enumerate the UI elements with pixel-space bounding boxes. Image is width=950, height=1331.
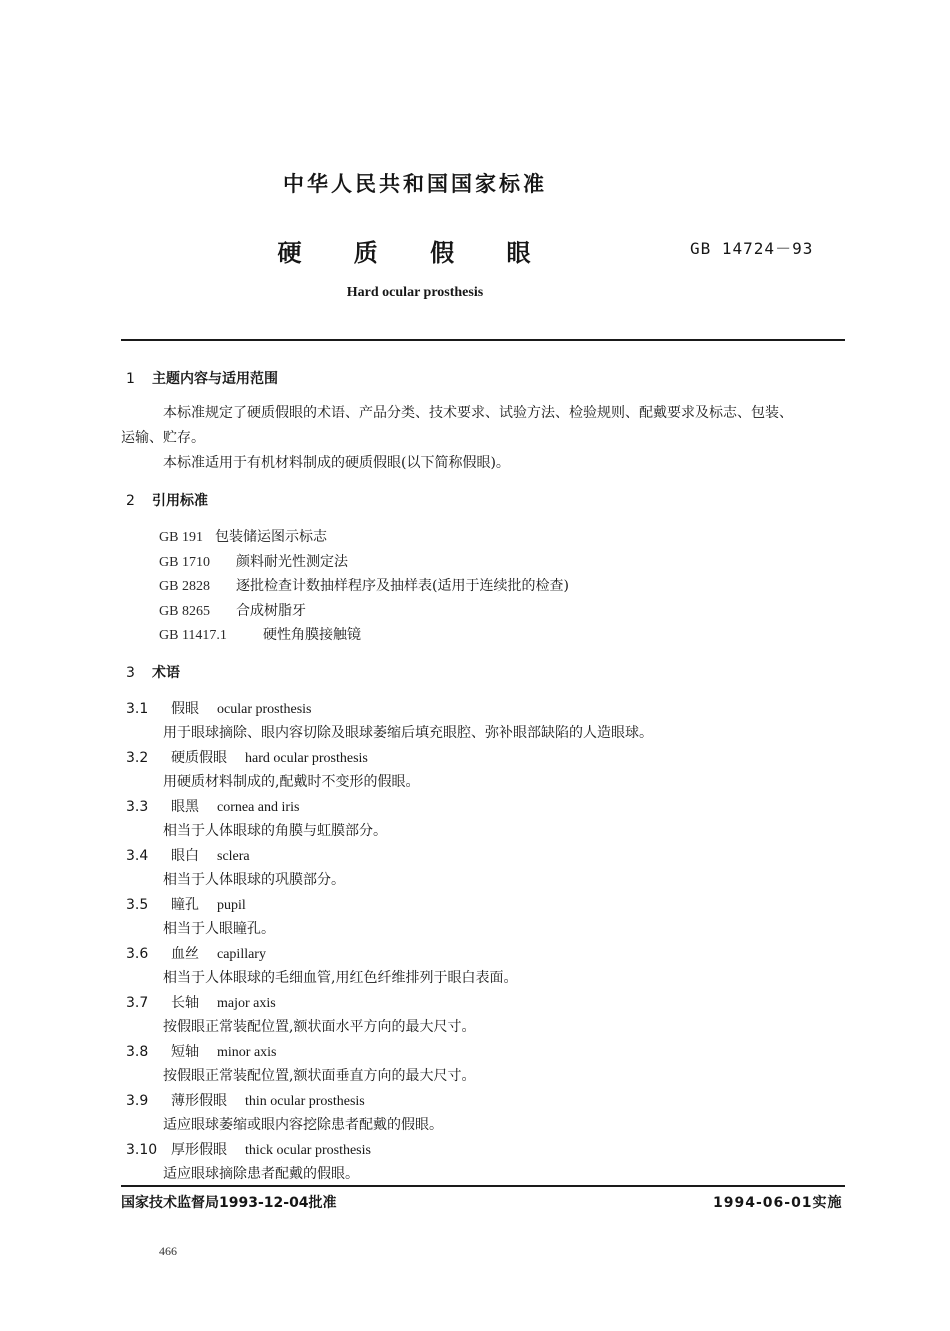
- reference-code: GB 1710: [159, 555, 210, 570]
- term-heading: [126, 796, 299, 816]
- term-number: 3.7: [126, 995, 149, 1011]
- term-definition: 按假眼正常装配位置,额状面水平方向的最大尺寸。: [163, 1019, 476, 1035]
- reference-item: [159, 526, 327, 546]
- term-heading: [126, 992, 276, 1012]
- term-en: cornea and iris: [217, 800, 300, 815]
- term-zh: 短轴: [171, 1044, 199, 1060]
- term-zh: 眼黑: [171, 799, 199, 815]
- term-heading: [126, 1090, 365, 1110]
- term-zh: 血丝: [171, 946, 199, 962]
- reference-title: 逐批检查计数抽样程序及抽样表(适用于连续批的检查): [236, 578, 569, 594]
- section-1-para-2: 本标准适用于有机材料制成的硬质假眼(以下简称假眼)。: [163, 455, 510, 471]
- section-title: 术语: [152, 665, 180, 681]
- term-number: 3.9: [126, 1093, 149, 1109]
- term-heading: [126, 845, 250, 865]
- section-number: 1: [126, 371, 135, 387]
- term-zh: 长轴: [171, 995, 199, 1011]
- section-title: 主题内容与适用范围: [152, 371, 278, 387]
- section-2-heading: [126, 490, 208, 510]
- section-1-para-1: 本标准规定了硬质假眼的术语、产品分类、技术要求、试验方法、检验规则、配戴要求及标志、包装、: [163, 405, 793, 421]
- reference-title: 合成树脂牙: [236, 603, 306, 619]
- term-en: minor axis: [217, 1045, 277, 1060]
- national-standard-title: 中华人民共和国国家标准: [283, 172, 547, 196]
- approval-note: 国家技术监督局1993-12-04批准: [121, 1195, 337, 1211]
- section-1-heading: [126, 368, 278, 388]
- reference-item: [159, 551, 348, 571]
- section-number: 3: [126, 665, 135, 681]
- term-en: capillary: [217, 947, 266, 962]
- term-definition: 相当于人眼瞳孔。: [163, 921, 275, 937]
- term-en: ocular prosthesis: [217, 702, 312, 717]
- term-heading: [126, 698, 311, 718]
- section-3-heading: [126, 662, 180, 682]
- standard-code: GB 14724－93: [690, 239, 814, 258]
- term-number: 3.8: [126, 1044, 149, 1060]
- term-en: thin ocular prosthesis: [245, 1094, 365, 1109]
- term-definition: 相当于人体眼球的毛细血管,用红色纤维排列于眼白表面。: [163, 970, 518, 986]
- standard-title: 硬 质 假 眼: [277, 239, 553, 267]
- term-number: 3.4: [126, 848, 149, 864]
- reference-title: 颜料耐光性测定法: [236, 554, 348, 570]
- term-number: 3.5: [126, 897, 149, 913]
- term-number: 3.1: [126, 701, 149, 717]
- reference-item: [159, 600, 306, 620]
- term-heading: [126, 943, 266, 963]
- term-en: sclera: [217, 849, 250, 864]
- term-heading: [126, 1041, 277, 1061]
- page-number: 466: [159, 1244, 177, 1258]
- term-definition: 相当于人体眼球的角膜与虹膜部分。: [163, 823, 387, 839]
- term-definition: 适应眼球萎缩或眼内容挖除患者配戴的假眼。: [163, 1117, 443, 1133]
- reference-code: GB 11417.1: [159, 628, 227, 643]
- term-number: 3.3: [126, 799, 149, 815]
- term-zh: 薄形假眼: [171, 1093, 227, 1109]
- bottom-divider: [121, 1185, 845, 1187]
- reference-item: [159, 624, 361, 644]
- term-definition: 适应眼球摘除患者配戴的假眼。: [163, 1166, 359, 1182]
- reference-item: [159, 575, 569, 595]
- term-heading: [126, 894, 246, 914]
- english-title: Hard ocular prosthesis: [346, 285, 484, 300]
- term-number: 3.10: [126, 1142, 158, 1158]
- top-divider: [121, 339, 845, 341]
- term-definition: 用于眼球摘除、眼内容切除及眼球萎缩后填充眼腔、弥补眼部缺陷的人造眼球。: [163, 725, 653, 741]
- term-en: thick ocular prosthesis: [245, 1143, 371, 1158]
- term-en: major axis: [217, 996, 276, 1011]
- term-definition: 按假眼正常装配位置,额状面垂直方向的最大尺寸。: [163, 1068, 476, 1084]
- section-number: 2: [126, 493, 135, 509]
- implementation-date: 1994-06-01实施: [713, 1195, 843, 1211]
- reference-code: GB 191: [159, 530, 203, 545]
- term-zh: 假眼: [171, 701, 199, 717]
- term-en: pupil: [217, 898, 246, 913]
- term-heading: [126, 1139, 371, 1159]
- term-definition: 相当于人体眼球的巩膜部分。: [163, 872, 345, 888]
- reference-title: 硬性角膜接触镜: [263, 627, 361, 643]
- section-1-para-1-cont: 运输、贮存。: [121, 430, 205, 446]
- term-number: 3.2: [126, 750, 149, 766]
- section-title: 引用标准: [152, 493, 208, 509]
- term-definition: 用硬质材料制成的,配戴时不变形的假眼。: [163, 774, 420, 790]
- term-en: hard ocular prosthesis: [245, 751, 368, 766]
- term-number: 3.6: [126, 946, 149, 962]
- term-heading: [126, 747, 368, 767]
- term-zh: 眼白: [171, 848, 199, 864]
- term-zh: 硬质假眼: [171, 750, 227, 766]
- reference-code: GB 8265: [159, 604, 210, 619]
- term-zh: 厚形假眼: [171, 1142, 227, 1158]
- reference-code: GB 2828: [159, 579, 210, 594]
- reference-title: 包装储运图示标志: [215, 529, 327, 545]
- term-zh: 瞳孔: [171, 897, 199, 913]
